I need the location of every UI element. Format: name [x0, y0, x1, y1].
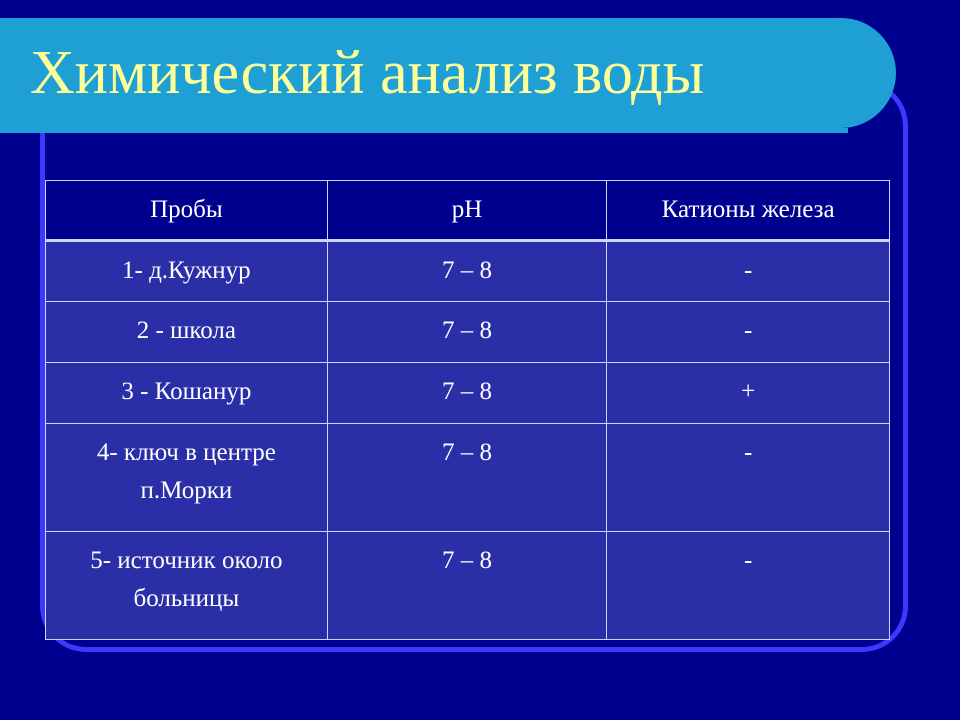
- slide-title: Химический анализ воды: [30, 39, 705, 107]
- header-samples: Пробы: [46, 181, 328, 241]
- cell-ph: 7 – 8: [327, 241, 607, 302]
- cell-sample: 5- источник около больницы: [46, 532, 328, 640]
- cell-iron: -: [607, 241, 890, 302]
- table-row: [46, 241, 890, 302]
- table-row: [46, 302, 890, 363]
- cell-ph: 7 – 8: [327, 363, 607, 424]
- cell-ph: 7 – 8: [327, 532, 607, 640]
- cell-iron: -: [607, 532, 890, 640]
- header-iron-cations: Катионы железа: [607, 181, 890, 241]
- title-underline: [0, 128, 848, 133]
- cell-ph: 7 – 8: [327, 302, 607, 363]
- cell-sample: 1- д.Кужнур: [46, 241, 328, 302]
- analysis-table: [45, 180, 890, 640]
- cell-sample: 4- ключ в центре п.Морки: [46, 424, 328, 532]
- cell-sample: 3 - Кошанур: [46, 363, 328, 424]
- cell-iron: +: [607, 363, 890, 424]
- table-header-row: [46, 181, 890, 241]
- header-ph: pH: [327, 181, 607, 241]
- table-row: [46, 424, 890, 532]
- cell-iron: -: [607, 424, 890, 532]
- cell-sample: 2 - школа: [46, 302, 328, 363]
- table-row: [46, 363, 890, 424]
- table-row: [46, 532, 890, 640]
- cell-ph: 7 – 8: [327, 424, 607, 532]
- cell-iron: -: [607, 302, 890, 363]
